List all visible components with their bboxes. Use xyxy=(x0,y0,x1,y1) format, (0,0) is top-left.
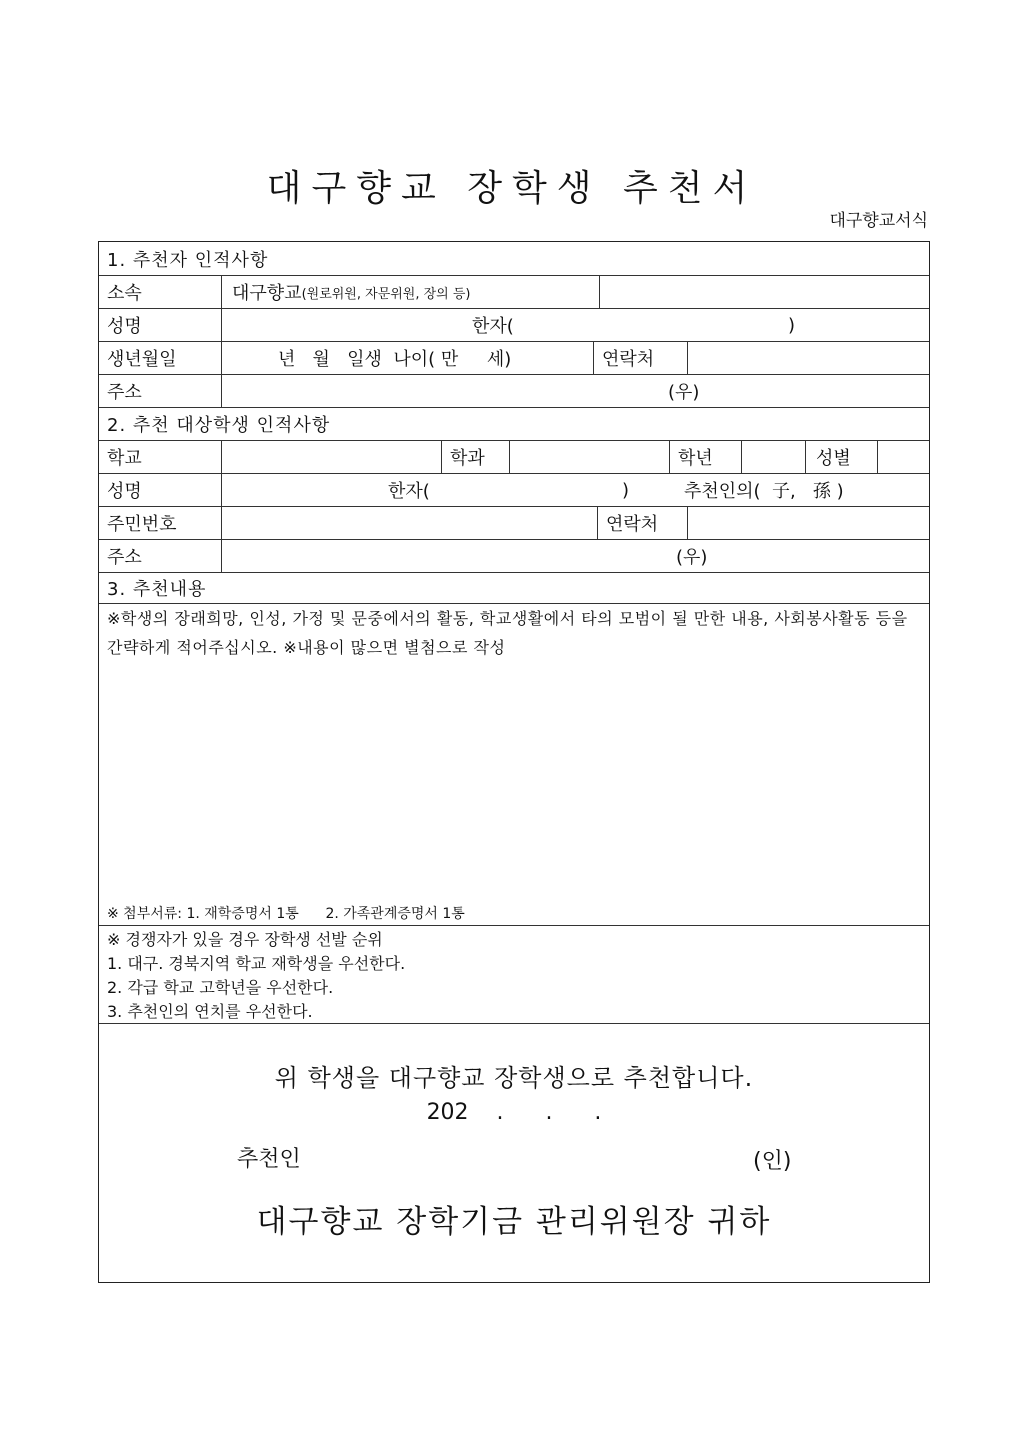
affiliation-label: 소속 xyxy=(107,283,142,304)
school-row xyxy=(99,441,929,474)
recommender-name-row xyxy=(99,309,929,342)
id-row xyxy=(99,507,929,540)
recommendation-statement: 위 학생을 대구향교 장학생으로 추천합니다. xyxy=(274,1064,754,1092)
recommendation-form xyxy=(98,241,930,1283)
student-postal-label: (우) xyxy=(676,547,708,568)
section2-heading: 2. 추천 대상학생 인적사항 xyxy=(107,415,331,436)
student-hanja-close: ) xyxy=(622,479,630,501)
birth-label: 생년월일 xyxy=(107,349,177,370)
recommender-name-field[interactable] xyxy=(221,309,931,341)
grade-label: 학년 xyxy=(669,441,741,473)
section2-heading-row xyxy=(99,408,929,441)
recommender-address-field[interactable] xyxy=(221,375,931,407)
form-code: 대구향교서식 xyxy=(829,211,928,231)
seal-label[interactable]: (인) xyxy=(753,1149,792,1174)
birth-row xyxy=(99,342,929,375)
section3-heading-row xyxy=(99,573,929,604)
student-hanja-label: 한자( xyxy=(388,481,430,502)
dept-field[interactable] xyxy=(509,441,669,473)
affiliation-extra-field[interactable] xyxy=(599,276,931,308)
recommender-name-label: 성명 xyxy=(107,316,142,337)
birth-fields[interactable]: 년 월 일생 나이( 만 세) xyxy=(221,342,593,374)
recommender-postal-label: (우) xyxy=(668,382,700,403)
relation-label: 추천인의( 子, 孫 ) xyxy=(684,481,844,502)
date-line[interactable]: 202 . . . xyxy=(426,1100,602,1125)
priority-heading: ※ 경쟁자가 있을 경우 장학생 선발 순위 xyxy=(107,930,383,949)
recommender-sign-label: 추천인 xyxy=(237,1147,301,1172)
affiliation-field[interactable] xyxy=(221,276,599,308)
student-address-row xyxy=(99,540,929,573)
priority-block xyxy=(99,926,929,1024)
student-address-label: 주소 xyxy=(107,547,142,568)
section1-heading-row xyxy=(99,242,929,276)
attachments-note: ※ 첨부서류: 1. 재학증명서 1통 2. 가족관계증명서 1통 xyxy=(107,906,465,922)
grade-field[interactable] xyxy=(741,441,805,473)
student-contact-label: 연락처 xyxy=(597,507,687,539)
recommender-contact-label: 연락처 xyxy=(593,342,687,374)
gender-label: 성별 xyxy=(805,441,877,473)
page-title: 대구향교 장학생 추천서 xyxy=(266,168,758,209)
recommendation-content-box[interactable] xyxy=(99,604,929,926)
priority-item: 3. 추천인의 연치를 우선한다. xyxy=(107,1002,313,1021)
recommender-contact-field[interactable] xyxy=(687,342,931,374)
addressee: 대구향교 장학기금 관리위원장 귀하 xyxy=(256,1204,772,1240)
priority-item: 2. 각급 학교 고학년을 우선한다. xyxy=(107,978,334,997)
id-label: 주민번호 xyxy=(107,514,177,535)
recommender-address-label: 주소 xyxy=(107,382,142,403)
gender-field[interactable] xyxy=(877,441,931,473)
affiliation-row xyxy=(99,276,929,309)
student-name-label: 성명 xyxy=(107,481,142,502)
affiliation-note: (원로위원, 자문위원, 장의 등) xyxy=(301,286,471,302)
student-address-field[interactable] xyxy=(221,540,931,572)
recommender-address-row xyxy=(99,375,929,408)
id-field[interactable] xyxy=(221,507,597,539)
school-field[interactable] xyxy=(221,441,441,473)
dept-label: 학과 xyxy=(441,441,509,473)
student-name-field[interactable] xyxy=(221,474,931,506)
recommender-hanja-label: 한자( xyxy=(472,316,514,337)
school-label: 학교 xyxy=(107,448,142,469)
section1-heading: 1. 추천자 인적사항 xyxy=(107,249,269,271)
student-contact-field[interactable] xyxy=(687,507,931,539)
recommender-hanja-close: ) xyxy=(788,314,796,336)
section3-heading: 3. 추천내용 xyxy=(107,579,207,600)
student-name-row xyxy=(99,474,929,507)
affiliation-value: 대구향교 xyxy=(232,283,302,304)
priority-item: 1. 대구. 경북지역 학교 재학생을 우선한다. xyxy=(107,954,406,973)
content-instruction: ※학생의 장래희망, 인성, 가정 및 문중에서의 활동, 학교생활에서 타의 모범이 될 만한 내용, 사회봉사활동 등을 간략하게 적어주십시오. ※내용이 많으면 별첨으로 작성 xyxy=(107,609,908,657)
